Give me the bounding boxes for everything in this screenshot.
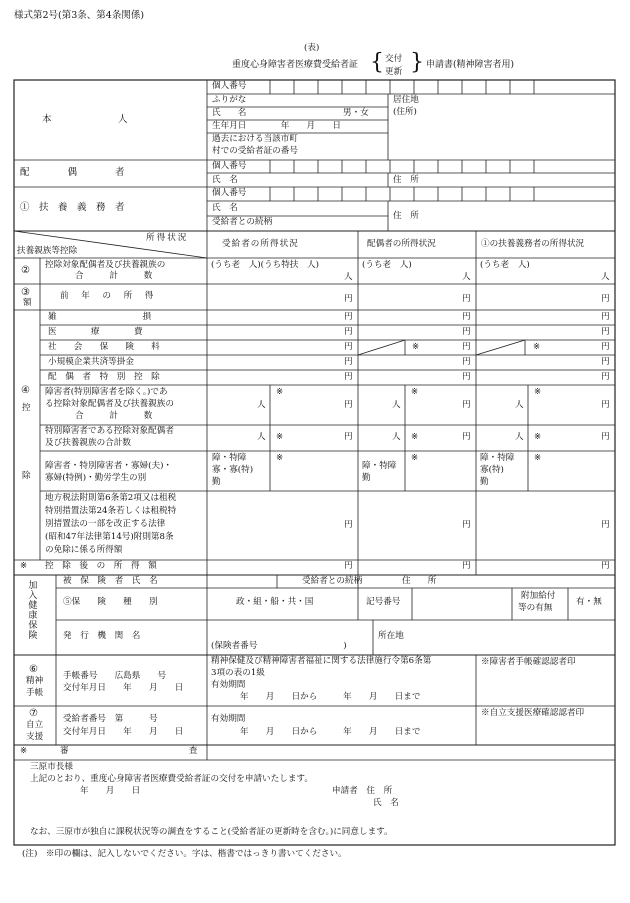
disabled-label-2: る控除対象配偶者及び扶養親族の [45,399,174,409]
count-unit: 人 [257,432,266,442]
yen-unit: 円 [344,561,353,571]
handbook-side-1: 精神 [26,676,44,686]
obligor-income-header: ①の扶養義務者の所得状況 [481,239,585,249]
after-deduction-label: 控 除 後 の 所 得 額 [45,561,157,571]
insured-relation-label: 受給者との続柄 [302,576,363,586]
applicant-birth-label: 生年月日 年 月 日 [212,121,341,131]
deduction-side-number: ④ [21,385,30,396]
widow-label-2: 寡婦(特例)・勤労学生の別 [45,473,147,483]
handbook-law-2: 3項の表の1級 [211,668,265,678]
obligor-category-options-2[interactable]: 寡(特) [480,465,504,475]
deduction-side-char-2: 除 [22,471,31,481]
form-note: (注) ※印の欄は、記入しないでください。字は、楷書ではっきり書いてください。 [22,849,347,859]
title-option-renew[interactable]: 更新 [385,67,403,77]
issuer-label: 発 行 機 関 名 [63,631,141,641]
yen-unit: 円 [344,520,353,530]
title-prefix: 重度心身障害者医療費受給者証 [232,60,359,70]
mayor-addressee: 三原市長様 [30,762,73,772]
deduction-small-business-label: 小規模企業共済等掛金 [48,357,134,367]
disabled-label-1: 障害者(特別障害者を除く。)であ [45,387,168,397]
yen-unit: 円 [344,342,353,352]
yen-unit: 円 [462,520,471,530]
applicant-furigana-label: ふりがな [212,95,247,105]
income-status-header: 所得状況 [146,233,189,243]
deduction-social-insurance-label: 社 会 保 険 料 [48,342,160,352]
count-unit: 人 [257,400,266,410]
yen-unit: 円 [462,372,471,382]
handbook-issued-label: 交付年月日 年 月 日 [63,683,184,693]
brace-right: } [410,50,424,75]
applicant-my-number-label: 個人番号 [212,81,247,91]
spouse-address-label: 住 所 [393,175,419,185]
spouse-category-options-1[interactable]: 障・特障 [362,461,397,471]
dependents-header: 扶養親族等控除 [17,246,78,256]
kome-mark: ※ [411,432,419,442]
insurance-symbol-label: 記号番号 [366,597,401,607]
row2-obligor-breakdown: (うち老 人) [480,260,530,270]
obligor-category-options-1[interactable]: 障・特障 [480,453,515,463]
row3-label: 前 年 の 所 得 [60,291,156,301]
yen-unit: 円 [601,342,610,352]
extra-benefit-label-2: 等の有無 [518,603,553,613]
deduction-side-char-1: 控 [22,403,31,413]
local-tax-label-1: 地方税法附則第6条第2項又は租税 [45,493,177,503]
special-disabled-label-2: 及び扶養親族の合計数 [45,438,131,448]
spouse-income-header: 配偶者の所得状況 [367,239,436,249]
insurance-side-label: 加入健康保険 [26,580,37,640]
yen-unit: 円 [601,520,610,530]
row2-spouse-unit: 人 [462,272,471,282]
title-option-issue[interactable]: 交付 [385,54,403,64]
count-unit: 人 [392,432,401,442]
yen-unit: 円 [344,432,353,442]
count-unit: 人 [515,400,524,410]
yen-unit: 円 [601,561,610,571]
yen-unit: 円 [344,357,353,367]
obligor-relation-label: 受給者との続柄 [212,217,273,227]
obligor-label: ① 扶 養 義 務 者 [20,202,125,213]
obligor-category-options-3[interactable]: 勤 [480,477,489,487]
row2-number: ② [21,265,30,276]
row2-applicant-unit: 人 [344,272,353,282]
kome-mark: ※ [534,453,542,463]
applicant-label: 本 人 [42,114,128,125]
application-date: 年 月 日 [80,786,141,796]
handbook-confirm-label: ※障害者手帳確認認者印 [481,657,576,667]
deduction-spouse-special-label: 配 偶 者 特 別 控 除 [48,372,160,382]
front-mark: (表) [304,43,320,53]
row3-obligor-unit: 円 [601,294,610,304]
spouse-label: 配 偶 者 [20,167,125,178]
applicant-category-options-2[interactable]: 寡・寡(特) [212,465,254,475]
title-suffix: 申請書(精神障害者用) [426,60,515,70]
kome-mark: ※ [276,432,284,442]
applicant-past-label-1: 過去における当該市町 [212,134,298,144]
brace-left: { [370,50,384,75]
row2-spouse-breakdown: (うち老 人) [362,260,412,270]
row2-applicant-breakdown: (うち老 人)(うち特扶 人) [211,260,319,270]
self-support-confirm-label: ※自立支援医療確認認者印 [481,708,585,718]
kome-mark: ※ [534,432,542,442]
kome-mark: ※ [276,453,284,463]
application-statement: 上記のとおり、重度心身障害者医療費受給者証の交付を申請いたします。 [30,774,313,784]
yen-unit: 円 [462,312,471,322]
disabled-label-3: 合 計 数 [75,411,153,421]
extra-benefit-label-1: 附加給付 [521,591,556,601]
self-support-no-label: 受給者番号 第 号 [63,714,158,724]
row2-obligor-unit: 人 [601,272,610,282]
self-support-side-2: 支援 [26,732,44,742]
yen-unit: 円 [462,357,471,367]
review-label: 審 査 [60,746,198,756]
review-mark: ※ [20,746,28,756]
form-number: 様式第2号(第3条、第4条関係) [14,10,145,21]
yen-unit: 円 [462,432,471,442]
yen-unit: 円 [462,342,471,352]
applicant-name-sign: 氏 名 [373,798,399,808]
handbook-no-label: 手帳番号 広島県 号 [63,671,167,681]
applicant-category-options-3[interactable]: 勤 [212,477,221,487]
yen-unit: 円 [601,312,610,322]
insurer-number-label: (保険者番号 ) [211,641,347,651]
applicant-address-label-1: 居住地 [393,95,419,105]
consent-statement: なお、三原市が独自に課税状況等の調査をすること(受給者証の更新時を含む。)に同意します。 [30,827,393,837]
yen-unit: 円 [462,400,471,410]
yen-unit: 円 [344,400,353,410]
local-tax-label-2: 特別措置法第24条若しくは租税特 [45,506,177,516]
handbook-side-2: 手帳 [26,688,44,698]
applicant-address-sign: 申請者 住 所 [332,786,393,796]
deduction-medical-label: 医 療 費 [48,327,143,337]
applicant-past-label-2: 村での受給者証の番号 [212,146,298,156]
handbook-valid-label: 有効期間 [211,680,246,690]
handbook-valid-period: 年 月 日から 年 月 日まで [240,692,421,702]
applicant-address-label-2: (住所) [393,107,417,117]
issuer-location-label: 所在地 [378,631,404,641]
yen-unit: 円 [601,372,610,382]
kome-mark: ※ [411,453,419,463]
local-tax-label-3: 別措置法の一部を改正する法律 [45,519,166,529]
self-support-side-1: 自立 [26,720,44,730]
spouse-my-number-label: 個人番号 [212,161,247,171]
insurance-type-label: ⑤保 険 種 別 [63,597,158,607]
yen-unit: 円 [601,432,610,442]
yen-unit: 円 [462,327,471,337]
yen-unit: 円 [344,372,353,382]
yen-unit: 円 [344,312,353,322]
yen-unit: 円 [462,561,471,571]
local-tax-label-4: (昭和47年法律第14号)附則第8条 [45,532,174,542]
yen-unit: 円 [601,400,610,410]
row2-label-2: 合 計 数 [75,271,153,281]
widow-label-1: 障害者・特別障害者・寡婦(夫)・ [45,461,173,471]
extra-benefit-options[interactable]: 有・無 [576,597,602,607]
applicant-name-label: 氏 名 [212,108,247,118]
kome-mark: ※ [276,387,284,397]
insurance-type-options[interactable]: 政・組・船・共・国 [236,597,314,607]
row3-number-suffix: 額 [23,298,32,308]
yen-unit: 円 [601,327,610,337]
row3-spouse-unit: 円 [462,294,471,304]
obligor-address-label: 住 所 [393,211,419,221]
self-support-number: ⑦ [29,708,38,719]
self-support-issued-label: 交付年月日 年 月 日 [63,727,184,737]
deduction-casualty-label: 雑 損 [48,312,152,322]
applicant-income-header: 受給者の所得状況 [222,239,299,249]
spouse-category-options-2[interactable]: 勤 [362,473,371,483]
yen-unit: 円 [601,357,610,367]
count-unit: 人 [392,400,401,410]
kome-mark: ※ [534,387,542,397]
yen-unit: 円 [344,327,353,337]
special-disabled-label-1: 特別障害者である控除対象配偶者 [45,426,174,436]
row2-label-1: 控除対象配偶者及び扶養親族の [45,260,166,270]
spouse-name-label: 氏 名 [212,175,238,185]
handbook-number: ⑥ [29,664,38,675]
obligor-my-number-label: 個人番号 [212,188,247,198]
row3-applicant-unit: 円 [344,294,353,304]
local-tax-label-5: の免除に係る所得額 [45,545,123,555]
kome-mark: ※ [533,342,541,352]
kome-mark: ※ [412,342,420,352]
insured-name-label: 被 保 険 者 氏 名 [63,576,158,586]
insured-address-label: 住 所 [402,576,437,586]
obligor-name-label: 氏 名 [212,203,238,213]
applicant-category-options-1[interactable]: 障・特障 [212,453,247,463]
applicant-sex-options[interactable]: 男・女 [343,108,369,118]
self-support-valid-period: 年 月 日から 年 月 日まで [240,727,421,737]
handbook-law-1: 精神保健及び精神障害者福祉に関する法律施行令第6条第 [211,656,432,666]
count-unit: 人 [515,432,524,442]
self-support-valid-label: 有効期間 [211,714,246,724]
kome-mark: ※ [411,387,419,397]
row3-number: ③ [21,287,30,298]
after-deduction-mark: ※ [20,561,28,571]
